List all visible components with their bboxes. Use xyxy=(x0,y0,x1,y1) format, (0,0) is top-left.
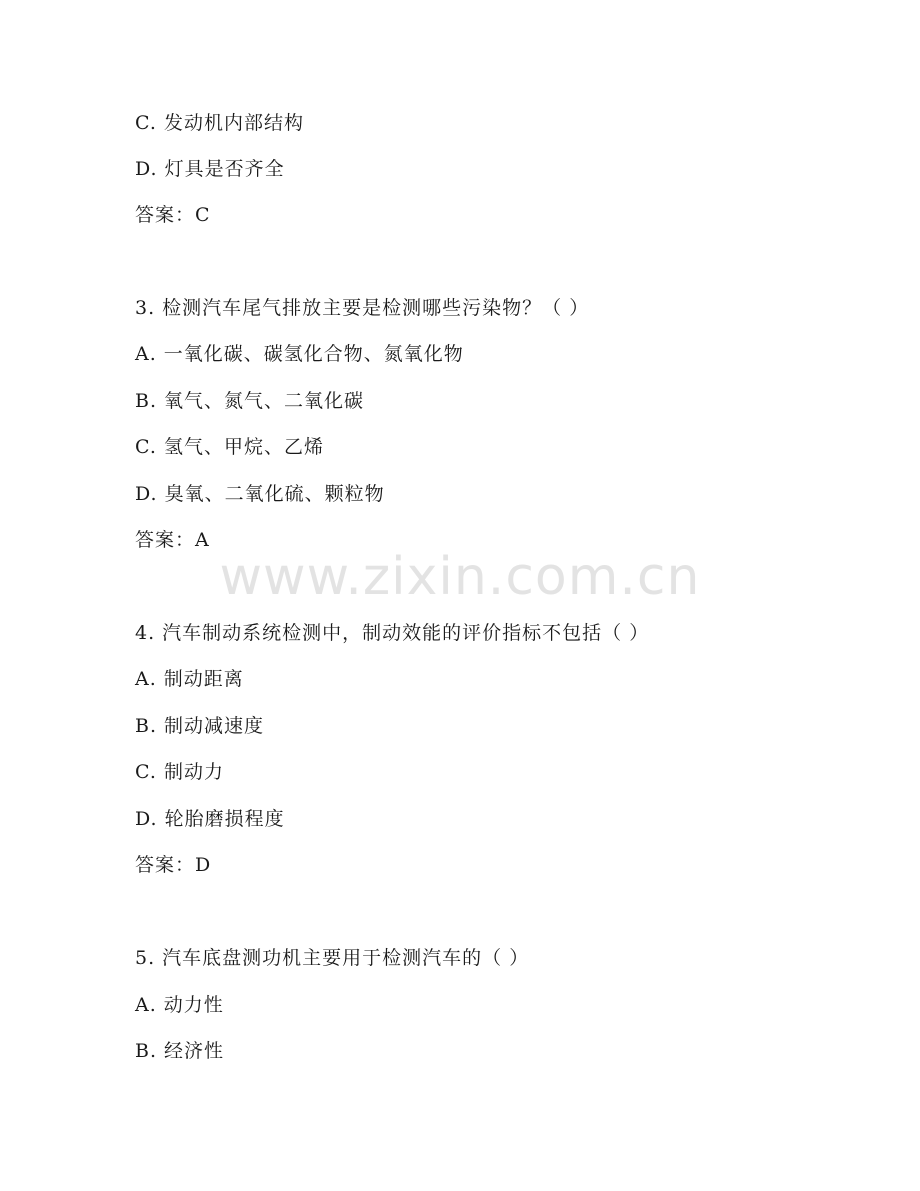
q4-option-b: B. 制动减速度 xyxy=(135,715,265,737)
q3-option-a: A. 一氧化碳、碳氢化合物、氮氧化物 xyxy=(135,343,464,365)
q2-answer: 答案：C xyxy=(135,204,211,226)
q3-answer: 答案：A xyxy=(135,529,210,551)
q5-option-b: B. 经济性 xyxy=(135,1040,225,1062)
q2-option-c: C. 发动机内部结构 xyxy=(135,112,304,134)
q4-answer: 答案：D xyxy=(135,854,212,876)
q3-option-c: C. 氢气、甲烷、乙烯 xyxy=(135,436,324,458)
q5-question: 5. 汽车底盘测功机主要用于检测汽车的（ ） xyxy=(135,947,530,969)
watermark: www.zixin.com.cn xyxy=(219,547,701,607)
q3-option-b: B. 氧气、氮气、二氧化碳 xyxy=(135,390,365,412)
q4-option-a: A. 制动距离 xyxy=(135,668,244,690)
q3-question: 3. 检测汽车尾气排放主要是检测哪些污染物？（ ） xyxy=(135,297,590,319)
q4-option-c: C. 制动力 xyxy=(135,761,224,783)
q4-option-d: D. 轮胎磨损程度 xyxy=(135,808,285,830)
q4-question: 4. 汽车制动系统检测中，制动效能的评价指标不包括（ ） xyxy=(135,622,650,644)
q5-option-a: A. 动力性 xyxy=(135,994,224,1016)
q3-option-d: D. 臭氧、二氧化硫、颗粒物 xyxy=(135,483,385,505)
q2-option-d: D. 灯具是否齐全 xyxy=(135,158,285,180)
